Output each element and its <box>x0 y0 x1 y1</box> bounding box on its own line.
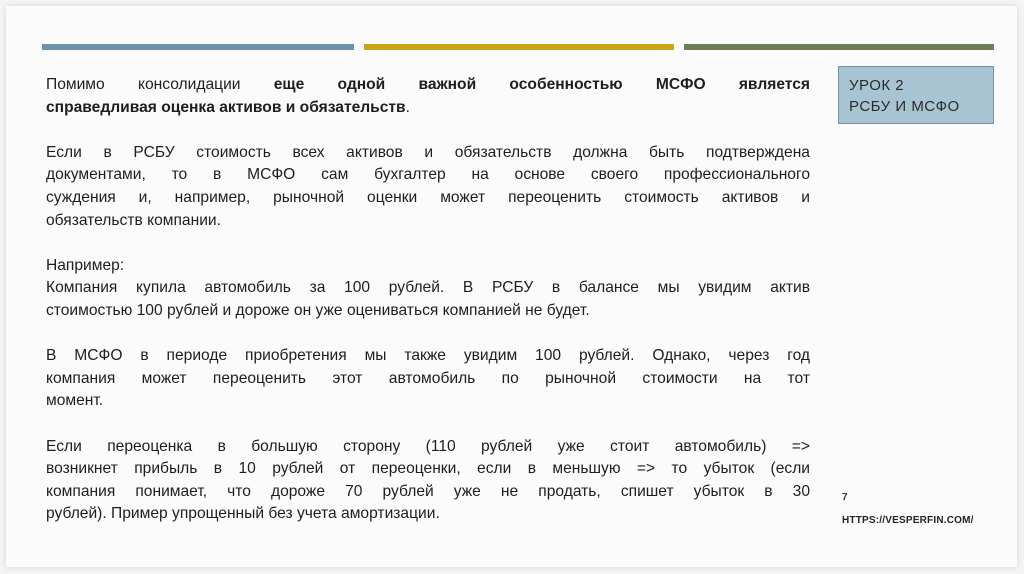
lesson-number: УРОК 2 <box>849 77 905 94</box>
paragraph-example <box>46 255 810 323</box>
paragraph-line: возникнет прибыль в 10 рублей от переоценки, если в меньшую => то убыток (если <box>46 460 810 478</box>
paragraph-msfo-revaluation <box>46 345 810 413</box>
header-bar-green <box>684 44 994 50</box>
intro-line-1 <box>46 74 810 97</box>
site-url: HTTPS://VESPERFIN.COM/ <box>842 515 974 526</box>
paragraph-line: суждения и, например, рыночной оценки может переоценить стоимость активов и <box>46 188 810 206</box>
paragraph-line: документами, то в МСФО сам бухгалтер на основе своего профессионального <box>46 166 810 184</box>
header-bar-blue <box>42 44 354 50</box>
paragraph-profit-loss <box>46 436 810 526</box>
lesson-label-box <box>838 66 994 124</box>
paragraph-line: рублей). Пример упрощенный без учета амортизации. <box>46 505 440 523</box>
paragraph-line: компания понимает, что дороже 70 рублей уже не продать, спишет убыток в 30 <box>46 482 810 500</box>
paragraph-line: Компания купила автомобиль за 100 рублей. В РСБУ в балансе мы увидим актив <box>46 279 810 297</box>
slide <box>6 6 1017 567</box>
paragraph-line: В МСФО в периоде приобретения мы также увидим 100 рублей. Однако, через год <box>46 347 810 365</box>
intro-tail: . <box>405 98 410 116</box>
intro-text: Помимо консолидации <box>46 76 274 93</box>
intro-bold-text: еще одной важной особенностью МСФО является <box>273 76 810 93</box>
paragraph-line: стоимостью 100 рублей и дороже он уже оцениваться компанией не будет. <box>46 301 590 319</box>
example-heading: Например: <box>46 256 125 274</box>
paragraph-line: момент. <box>46 392 104 410</box>
paragraph-line: обязательств компании. <box>46 211 221 229</box>
paragraph-rsbu-vs-msfo <box>46 142 810 232</box>
page-number: 7 <box>842 492 848 503</box>
lesson-topic: РСБУ И МСФО <box>849 98 960 115</box>
paragraph-line: Если переоценка в большую сторону (110 рублей уже стоит автомобиль) => <box>46 437 810 455</box>
paragraph-line: Если в РСБУ стоимость всех активов и обязательств должна быть подтверждена <box>46 143 810 161</box>
header-bar-yellow <box>364 44 674 50</box>
intro-bold-text-2: справедливая оценка активов и обязательств <box>46 98 406 116</box>
paragraph-intro <box>46 74 810 119</box>
paragraph-line: компания может переоценить этот автомобиль по рыночной стоимости на тот <box>46 369 810 387</box>
intro-line-2 <box>46 97 810 120</box>
slide-body <box>46 74 810 548</box>
